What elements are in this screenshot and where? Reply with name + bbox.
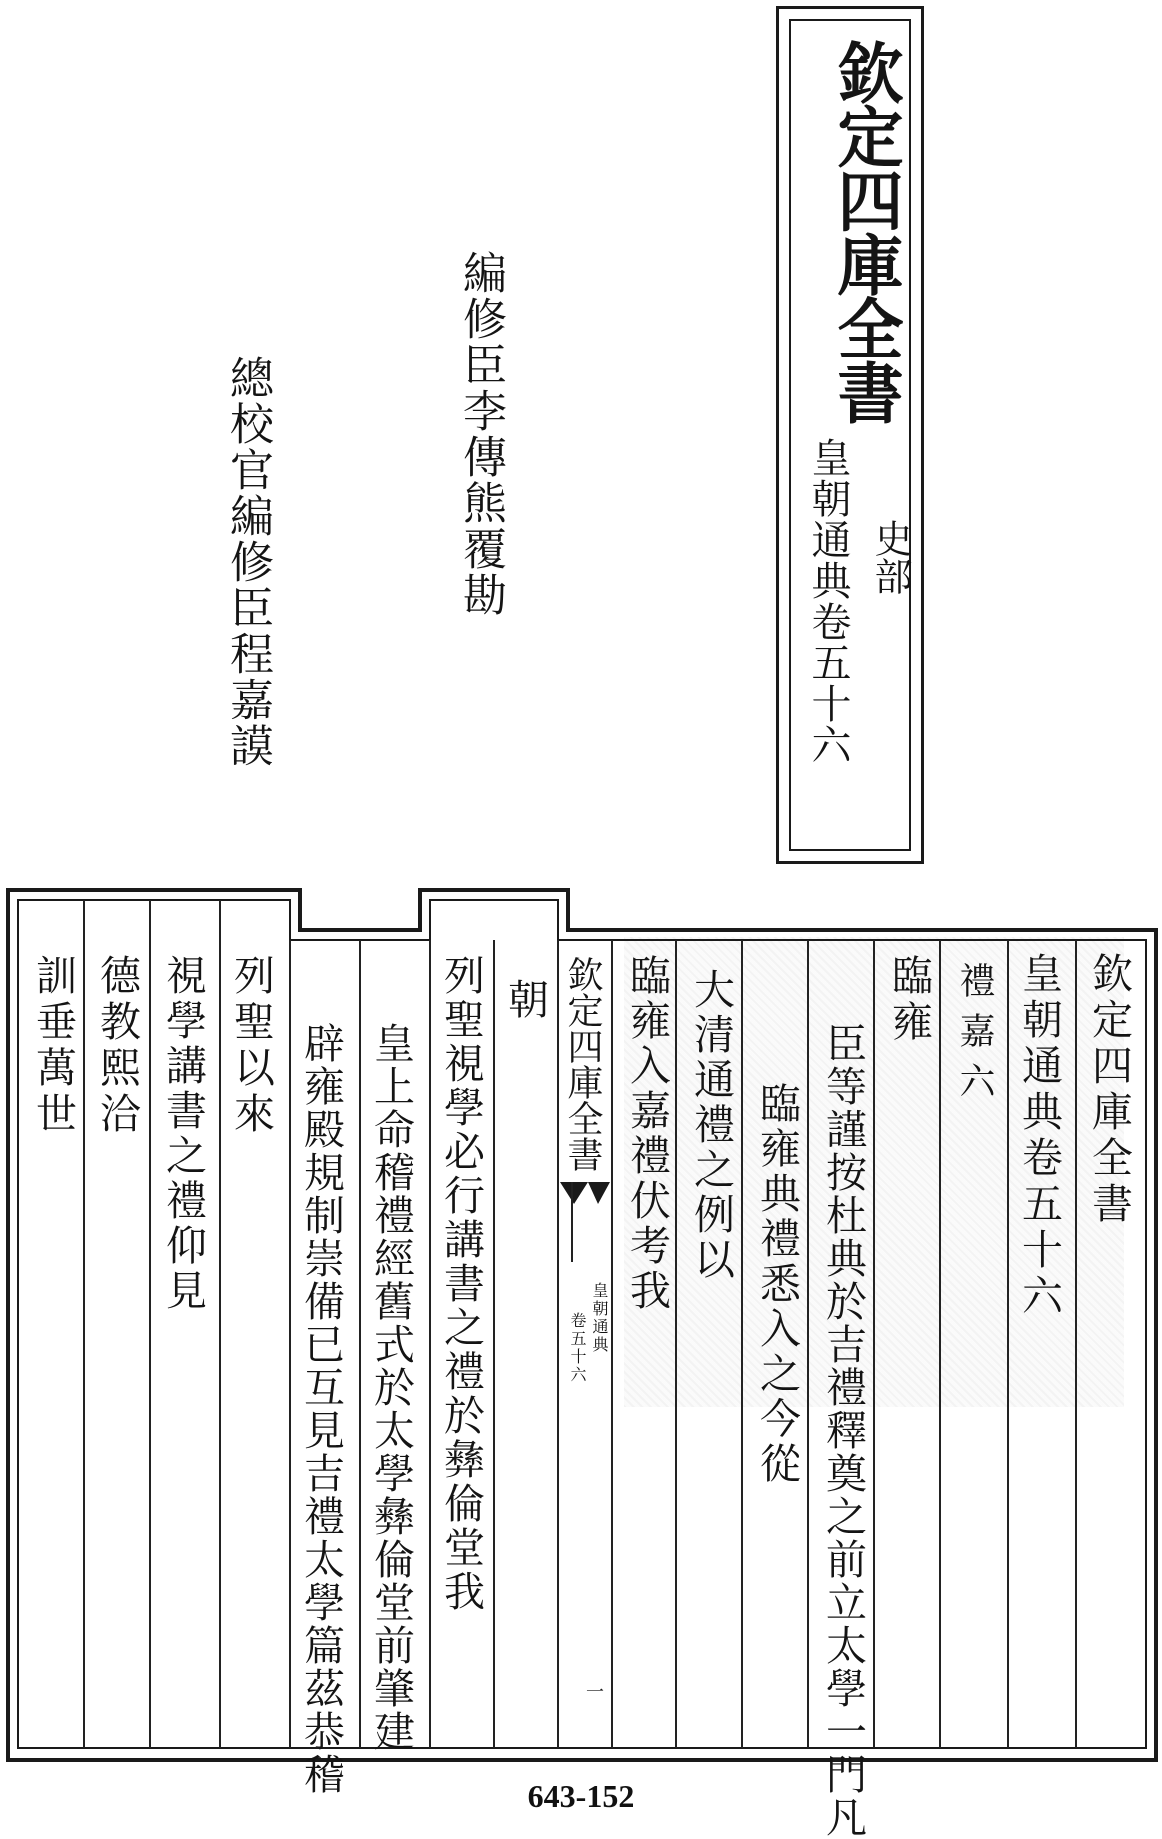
section-title: 禮嘉六 bbox=[954, 962, 995, 1112]
center-slip-note: 皇朝通典 bbox=[590, 1282, 609, 1354]
center-slip-title: 欽定四庫全書 bbox=[562, 956, 603, 1172]
text-column: 視學講書之禮仰見 bbox=[159, 954, 207, 1314]
title-slip-inner-border bbox=[789, 19, 911, 851]
text-column: 臨雍入嘉禮伏考我 bbox=[623, 954, 671, 1314]
text-column: 臨雍典禮悉入之今從 bbox=[753, 1082, 801, 1487]
title-slip bbox=[776, 6, 924, 864]
text-column: 訓垂萬世 bbox=[29, 954, 77, 1138]
page-number: 643-152 bbox=[527, 1778, 635, 1814]
page-header-title: 欽定四庫全書 bbox=[1085, 952, 1133, 1228]
text-column: 朝 bbox=[501, 978, 549, 1024]
title-main: 欽定四庫全書 bbox=[826, 39, 904, 423]
title-category: 史部 bbox=[868, 519, 912, 595]
text-column: 列聖以來 bbox=[227, 954, 275, 1138]
credit-collator: 總校官編修臣程嘉謨 bbox=[222, 355, 273, 769]
text-column: 列聖視學必行講書之禮於彝倫堂我 bbox=[437, 954, 485, 1614]
chapter-title: 皇朝通典卷五十六 bbox=[1015, 952, 1063, 1320]
subsection-title: 臨雍 bbox=[885, 954, 933, 1046]
text-column: 臣等謹按杜典於吉禮釋奠之前立太學一門凡 bbox=[819, 1022, 867, 1839]
folio-number: 一 bbox=[583, 1682, 604, 1700]
credit-reviser: 編修臣李傳熊覆勘 bbox=[455, 250, 506, 618]
text-column: 辟雍殿規制崇備已互見吉禮太學篇茲恭稽 bbox=[297, 1022, 345, 1796]
title-subtitle: 皇朝通典卷五十六 bbox=[805, 437, 851, 765]
text-column: 德教熙洽 bbox=[93, 954, 141, 1138]
text-column: 皇上命稽禮經舊式於太學彝倫堂前肇建 bbox=[367, 1022, 415, 1753]
text-column: 大清通禮之例以 bbox=[687, 968, 735, 1283]
center-slip-note: 卷五十六 bbox=[568, 1312, 587, 1384]
